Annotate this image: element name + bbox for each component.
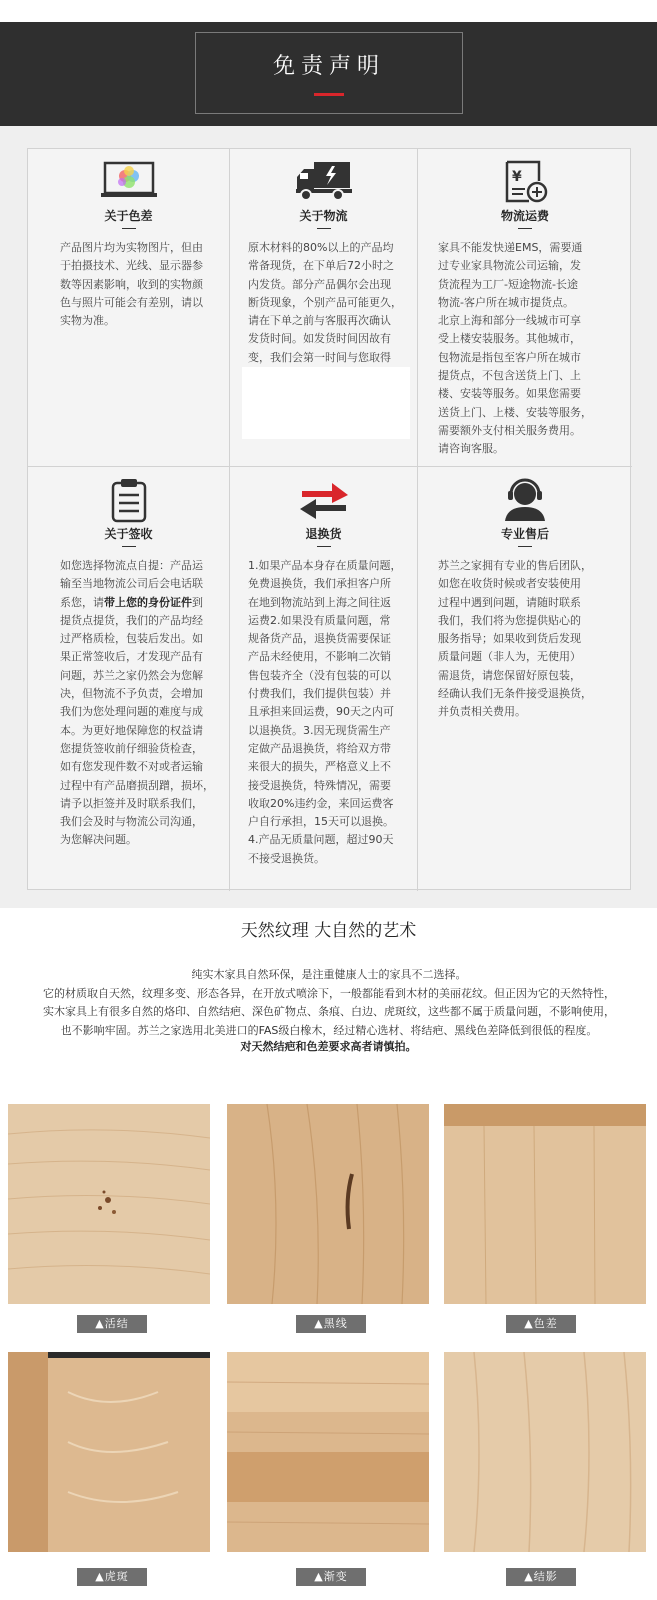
- text-line: 收取20%违约金，来回运费客: [248, 796, 394, 810]
- text-line: 运费2.如果没有质量问题，常: [248, 613, 391, 627]
- text-line: 不接受退换货。: [248, 851, 325, 865]
- divider: [518, 546, 532, 547]
- text-line: 问题，苏兰之家仍然会为您解: [60, 668, 203, 682]
- wood-photo-color-difference: [444, 1104, 646, 1304]
- text-line: 数等因素影响，收到的实物颜: [60, 277, 203, 291]
- text-line: 售包装齐全（没有包装的可以: [248, 668, 391, 682]
- photo-label: ▲渐变: [296, 1568, 366, 1586]
- wood-photo-tiger-stripe: [8, 1352, 210, 1552]
- info-cell-logistics: [230, 149, 418, 467]
- text-line: 色与照片可能会有差别，请以: [60, 295, 203, 309]
- text-line: 过程中遇到问题，请随时联系: [438, 595, 581, 609]
- text-line: 如您选择物流点自提：产品运: [60, 559, 203, 572]
- text-line: 来很大的损失，严格意义上不: [248, 760, 391, 774]
- text-line: 受上楼安装服务。其他城市，: [438, 332, 581, 346]
- text-line: 请予以拒签并及时联系我们，: [60, 796, 203, 810]
- text-line: 4.产品无质量问题，超过90天: [248, 833, 394, 847]
- info-grid: [27, 148, 631, 890]
- return-arrows-icon: [294, 477, 354, 523]
- text-line: 纯实木家具自然环保，是注重健康人士的家具不二选择。: [191, 968, 467, 981]
- text-line: 在地到物流站到上海之间往返: [248, 595, 391, 609]
- text-line: 过程中有产品磨损刮蹭，损坏，: [60, 778, 214, 792]
- text-line: 以退换货。3.因无现货需生产: [248, 723, 391, 737]
- text-line: 系您，请带上您的身份证件到: [60, 595, 203, 609]
- photo-label: ▲结影: [506, 1568, 576, 1586]
- disclaimer-banner: [0, 22, 657, 126]
- wood-photo-live-knot: [8, 1104, 210, 1304]
- text-line: 内发货。部分产品偶尔会出现: [248, 277, 391, 291]
- emphasis-text: 带上您的身份证件: [104, 595, 192, 609]
- text-line: 需退货，请您保留好原包装，: [438, 668, 581, 682]
- text-line: 输至当地物流公司后会电话联: [60, 577, 203, 591]
- photo-label: ▲色差: [506, 1315, 576, 1333]
- cell-title: 物流运费: [500, 209, 549, 223]
- text-line: 并负责相关费用。: [438, 705, 526, 719]
- cell-title: 关于物流: [299, 209, 348, 223]
- wood-photo-gradient: [227, 1352, 429, 1552]
- text-line: 楼、安装等服务。如果您需要: [438, 387, 581, 401]
- text-line: 我们，我们将为您提供贴心的: [438, 613, 581, 627]
- text-line: 也不影响牢固。苏兰之家选用北美进口的FAS级白橡木，经过精心选材、将结疤、黑线色差降低到很低的程度。: [60, 1023, 598, 1037]
- text-line: 如有您发现件数不对或者运输: [60, 760, 203, 774]
- cell-title: 退换货: [305, 527, 342, 541]
- text-line: 服务指导；如果收到货后发现: [438, 632, 581, 646]
- text-line: 实木家具上有很多自然的烙印、自然结疤、深色矿物点、条痕、白边、虎斑纹，这些都不属于质量问题，不影响使用，: [43, 1005, 615, 1018]
- truck-icon: [294, 159, 354, 205]
- text-line: 过专业家具物流公司运输，发: [438, 259, 581, 273]
- wood-photo-black-line: [227, 1104, 429, 1304]
- text-line: 且承担来回运费，90天之内可: [248, 705, 394, 719]
- cell-title: 关于签收: [104, 527, 153, 541]
- text-line: 北京上海和部分一线城市可享: [438, 314, 581, 328]
- text-line: 定做产品退换货，将给双方带: [248, 741, 391, 755]
- text-line: 产品未经使用，不影响二次销: [248, 650, 391, 664]
- text-line: 我们为您处理问题的难度与成: [60, 705, 203, 719]
- text-line: 包物流是指包至客户所在城市: [438, 350, 581, 364]
- text-line: 请在下单之前与客服再次确认: [248, 314, 391, 328]
- text-line: 货流程为工厂-短途物流-长途: [438, 277, 578, 291]
- text-line: 户自行承担，15天可以退换。: [248, 815, 394, 829]
- text-line: 质量问题（非人为，无使用）: [438, 650, 581, 664]
- cell-body: [60, 557, 226, 850]
- divider: [518, 228, 532, 229]
- divider: [122, 228, 136, 229]
- text-line: 家具不能发快递EMS，需要通: [438, 241, 583, 254]
- info-cell-color-difference: [28, 149, 230, 467]
- svg-text:¥: ¥: [512, 169, 522, 185]
- text-line: 变，我们会第一时间与您取得: [248, 350, 391, 364]
- photo-label: ▲虎斑: [77, 1568, 147, 1586]
- text-line: 常备现货，在下单后72小时之: [248, 259, 394, 273]
- clipboard-icon: [99, 477, 159, 523]
- banner-frame: [195, 32, 463, 114]
- text-line: 决，但物流不予负责，会增加: [60, 687, 203, 701]
- text-line: 产品图片均为实物图片，但由: [60, 241, 203, 254]
- texture-description: [24, 966, 634, 1040]
- cell-title: 关于色差: [104, 209, 153, 223]
- text-line: 本。为更好地保障您的权益请: [60, 723, 203, 737]
- banner-title: 免责声明: [272, 54, 385, 79]
- text-line: 需要额外支付相关服务费用。: [438, 423, 581, 437]
- info-cell-receipt: [28, 467, 230, 891]
- text-line: 付费我们，我们提供包装）并: [248, 687, 391, 701]
- text-line: 规备货产品，退换货需要保证: [248, 632, 391, 646]
- cell-body: [438, 239, 624, 459]
- text-line: 您提货签收前仔细验货检查，: [60, 741, 203, 755]
- text-line: 提货点提货，我们的产品均经: [60, 613, 203, 627]
- text-line: 免费退换货，我们承担客户所: [248, 577, 391, 591]
- info-cell-shipping-fee: [418, 149, 632, 467]
- cell-body: [248, 239, 416, 385]
- text-line: 提货点，不包含送货上门、上: [438, 369, 581, 383]
- texture-note: 对天然结疤和色差要求高者请慎拍。: [240, 1040, 417, 1053]
- text-line: 过严格质检，包装后发出。如: [60, 632, 203, 646]
- text-line: 请咨询客服。: [438, 442, 504, 456]
- text-line: 接受退换货，特殊情况，需要: [248, 778, 391, 792]
- banner-accent-line: [314, 93, 344, 96]
- text-line: 实物为准。: [60, 314, 115, 328]
- text-line: 断货现象，个别产品可能更久，: [248, 295, 402, 309]
- cell-body: [60, 239, 220, 330]
- headset-agent-icon: [495, 477, 555, 523]
- receipt-icon: [495, 159, 555, 205]
- text-line: 为您解决问题。: [60, 833, 137, 847]
- text-line: 物流-客户所在城市提货点。: [438, 295, 574, 309]
- info-grid-section: [0, 126, 657, 908]
- text-line: 苏兰之家拥有专业的售后团队，: [438, 559, 592, 572]
- divider: [122, 546, 136, 547]
- monitor-color-icon: [99, 159, 159, 205]
- divider: [317, 546, 331, 547]
- text-line: 它的材质取自天然，纹理多变、形态各异，在开放式喷涂下，一般都能看到木材的美丽花纹。但正因为它的天然特性，: [43, 986, 615, 1000]
- text-line: 如您在收货时候或者安装使用: [438, 577, 581, 591]
- divider: [317, 228, 331, 229]
- info-cell-returns: [230, 467, 418, 891]
- photo-label: ▲活结: [77, 1315, 147, 1333]
- cell-body: [248, 557, 416, 868]
- photo-label: ▲黑线: [296, 1315, 366, 1333]
- text-line: 1.如果产品本身存在质量问题，: [248, 559, 402, 572]
- text-line: 原木材料的80%以上的产品均: [248, 241, 394, 254]
- text-line: 果正常签收后，才发现产品有: [60, 650, 203, 664]
- cell-body: [438, 557, 628, 722]
- cell-title: 专业售后: [500, 527, 549, 541]
- texture-title: 天然纹理 大自然的艺术: [240, 921, 417, 941]
- text-line: 送货上门、上楼、安装等服务，: [438, 405, 592, 419]
- wood-photo-figure-shadow: [444, 1352, 646, 1552]
- text-line: 于拍摄技术、光线、显示器参: [60, 259, 203, 273]
- info-cell-after-sales: [418, 467, 632, 891]
- text-line: 经确认我们无条件接受退换货，: [438, 687, 592, 701]
- text-line: 我们会及时与物流公司沟通，: [60, 815, 203, 829]
- text-line: 发货时间。如发货时间因故有: [248, 332, 391, 346]
- blank-area: [242, 367, 410, 439]
